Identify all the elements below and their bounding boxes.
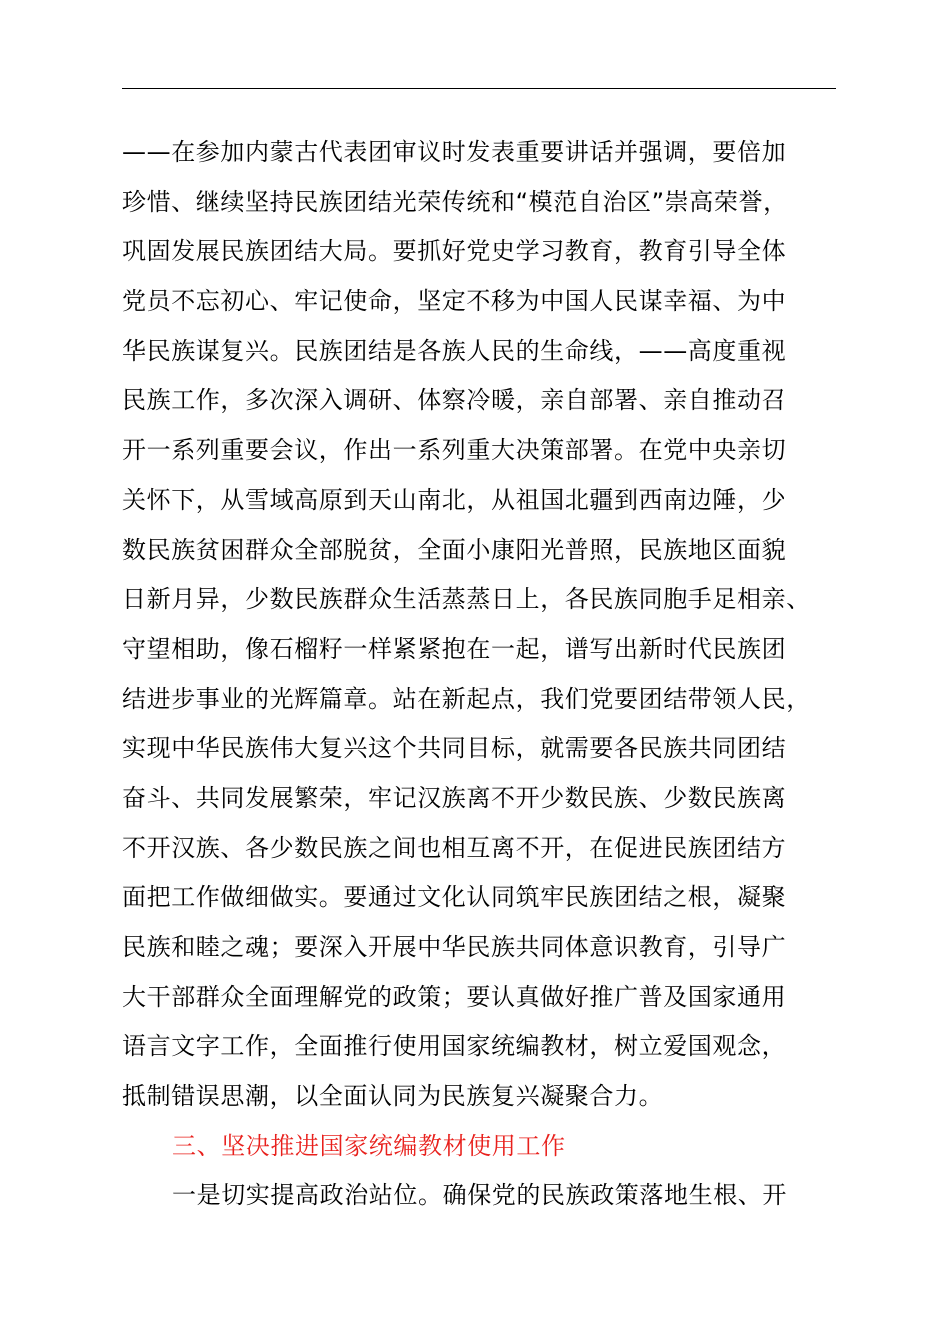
- paragraph-line-9: 数民族贫困群众全部脱贫，全面小康阳光普照，民族地区面貌: [122, 535, 787, 564]
- paragraph-line-3: 巩固发展民族团结大局。要抓好党史学习教育，教育引导全体: [122, 237, 787, 266]
- paragraph-line-2: 珍惜、继续坚持民族团结光荣传统和“模范自治区”崇高荣誉，: [122, 187, 788, 216]
- paragraph-line-12: 结进步事业的光辉篇章。站在新起点，我们党要团结带领人民，: [122, 684, 811, 713]
- paragraph-line-13: 实现中华民族伟大复兴这个共同目标，就需要各民族共同团结: [122, 734, 787, 763]
- section-heading: 三、坚决推进国家统编教材使用工作: [172, 1131, 566, 1160]
- paragraph-line-8: 关怀下，从雪域高原到天山南北，从祖国北疆到西南边陲，少: [122, 485, 787, 514]
- paragraph-line-7: 开一系列重要会议，作出一系列重大决策部署。在党中央亲切: [122, 436, 787, 465]
- paragraph-line-19: 语言文字工作，全面推行使用国家统编教材，树立爱国观念，: [122, 1032, 787, 1061]
- paragraph-line-20: 抵制错误思潮，以全面认同为民族复兴凝聚合力。: [122, 1082, 664, 1111]
- paragraph-first-line: 一是切实提高政治站位。确保党的民族政策落地生根、开: [172, 1181, 787, 1210]
- paragraph-line-5: 华民族谋复兴。民族团结是各族人民的生命线，——高度重视: [122, 336, 787, 365]
- paragraph-line-17: 民族和睦之魂；要深入开展中华民族共同体意识教育，引导广: [122, 933, 787, 961]
- paragraph-line-4: 党员不忘初心、牢记使命，坚定不移为中国人民谋幸福、为中: [122, 287, 787, 316]
- paragraph-line-14: 奋斗、共同发展繁荣，牢记汉族离不开少数民族、少数民族离: [122, 783, 787, 812]
- paragraph-line-6: 民族工作，多次深入调研、体察冷暖，亲自部署、亲自推动召: [122, 386, 787, 415]
- document-body: [122, 128, 842, 1221]
- header-rule: [122, 88, 836, 89]
- paragraph-line-16: 面把工作做细做实。要通过文化认同筑牢民族团结之根，凝聚: [122, 883, 787, 912]
- paragraph-line-10: 日新月异，少数民族群众生活蒸蒸日上，各民族同胞手足相亲、: [122, 585, 811, 614]
- paragraph-line-15: 不开汉族、各少数民族之间也相互离不开，在促进民族团结方: [122, 833, 787, 862]
- paragraph-line-18: 大干部群众全面理解党的政策；要认真做好推广普及国家通用: [122, 982, 787, 1011]
- paragraph-line-11: 守望相助，像石榴籽一样紧紧抱在一起，谱写出新时代民族团: [122, 634, 787, 663]
- paragraph-line-1: ——在参加内蒙古代表团审议时发表重要讲话并强调，要倍加: [122, 138, 787, 166]
